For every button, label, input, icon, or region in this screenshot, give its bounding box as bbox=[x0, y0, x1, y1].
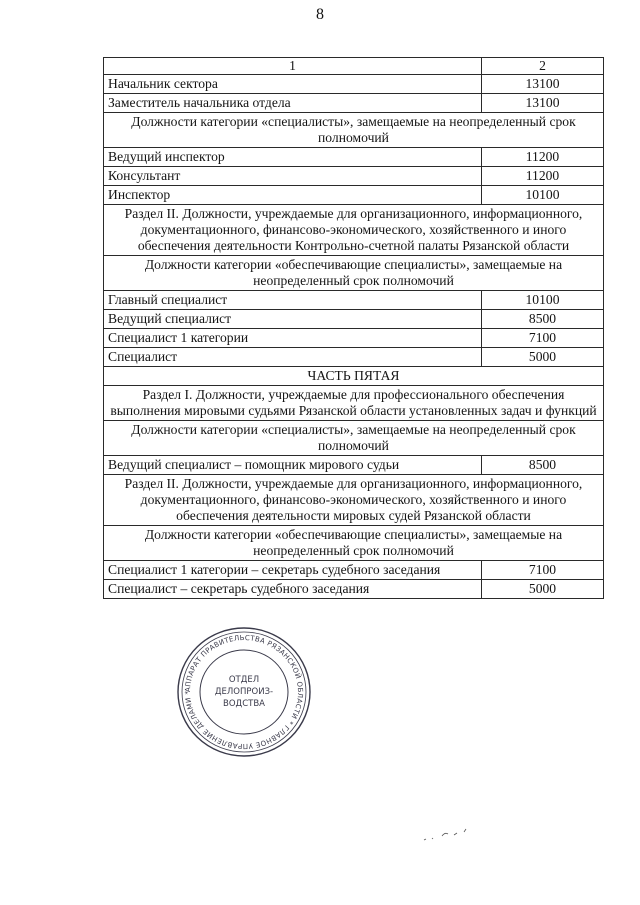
section-header: ЧАСТЬ ПЯТАЯ bbox=[104, 367, 604, 386]
svg-text:АППАРАТ ПРАВИТЕЛЬСТВА РЯЗАНСКО: АППАРАТ ПРАВИТЕЛЬСТВА РЯЗАНСКОЙ ОБЛАСТИ * ГЛАВНОЕ УПРАВЛЕНИЕ ДЕЛАМИ * bbox=[183, 633, 305, 751]
position-title: Специалист bbox=[104, 348, 482, 367]
position-row bbox=[104, 310, 604, 329]
section-header: Раздел II. Должности, учреждаемые для организационного, информационного, документационного, финансово-экономического, хозяйственного и иного обеспечения деятельности мировых судей Рязанской области bbox=[104, 475, 604, 526]
official-stamp bbox=[176, 626, 312, 758]
position-row bbox=[104, 456, 604, 475]
position-row bbox=[104, 291, 604, 310]
position-title: Специалист 1 категории – секретарь судебного заседания bbox=[104, 561, 482, 580]
section-header: Должности категории «специалисты», замещаемые на неопределенный срок полномочий bbox=[104, 421, 604, 456]
salary-value: 7100 bbox=[482, 329, 604, 348]
position-row bbox=[104, 148, 604, 167]
section-header-row bbox=[104, 475, 604, 526]
salary-value: 8500 bbox=[482, 310, 604, 329]
salary-value: 8500 bbox=[482, 456, 604, 475]
section-header: Должности категории «обеспечивающие специалисты», замещаемые на неопределенный срок полномочий bbox=[104, 256, 604, 291]
column-number: 2 bbox=[482, 58, 604, 75]
section-header: Раздел I. Должности, учреждаемые для профессионального обеспечения выполнения мировыми судьями Рязанской области установленных задач и функций bbox=[104, 386, 604, 421]
salary-value: 13100 bbox=[482, 94, 604, 113]
section-header-row bbox=[104, 421, 604, 456]
section-header-row bbox=[104, 386, 604, 421]
salary-value: 11200 bbox=[482, 148, 604, 167]
position-title: Специалист – секретарь судебного заседания bbox=[104, 580, 482, 599]
position-title: Ведущий инспектор bbox=[104, 148, 482, 167]
position-title: Инспектор bbox=[104, 186, 482, 205]
salary-value: 13100 bbox=[482, 75, 604, 94]
salary-value: 10100 bbox=[482, 291, 604, 310]
position-title: Специалист 1 категории bbox=[104, 329, 482, 348]
salary-table-body bbox=[104, 58, 604, 599]
position-title: Консультант bbox=[104, 167, 482, 186]
section-header-row bbox=[104, 367, 604, 386]
section-header-row bbox=[104, 256, 604, 291]
position-row bbox=[104, 348, 604, 367]
page-number: 8 bbox=[316, 6, 324, 23]
position-title: Начальник сектора bbox=[104, 75, 482, 94]
column-number-row bbox=[104, 58, 604, 75]
section-header: Раздел II. Должности, учреждаемые для организационного, информационного, документационного, финансово-экономического, хозяйственного и иного обеспечения деятельности Контрольно-счетной палаты Рязанской области bbox=[104, 205, 604, 256]
position-title: Главный специалист bbox=[104, 291, 482, 310]
position-title: Заместитель начальника отдела bbox=[104, 94, 482, 113]
position-row bbox=[104, 329, 604, 348]
salary-value: 10100 bbox=[482, 186, 604, 205]
position-title: Ведущий специалист bbox=[104, 310, 482, 329]
section-header: Должности категории «обеспечивающие специалисты», замещаемые на неопределенный срок полномочий bbox=[104, 526, 604, 561]
salary-value: 7100 bbox=[482, 561, 604, 580]
pen-marks bbox=[420, 826, 480, 846]
salary-value: 5000 bbox=[482, 580, 604, 599]
position-row bbox=[104, 561, 604, 580]
position-row bbox=[104, 580, 604, 599]
position-row bbox=[104, 167, 604, 186]
section-header-row bbox=[104, 113, 604, 148]
section-header-row bbox=[104, 526, 604, 561]
column-number: 1 bbox=[104, 58, 482, 75]
salary-value: 11200 bbox=[482, 167, 604, 186]
svg-text:ОТДЕЛДЕЛОПРОИЗ-ВОДСТВА: ОТДЕЛ ДЕЛОПРОИЗ-ВОДСТВА bbox=[214, 675, 274, 709]
section-header: Должности категории «специалисты», замещаемые на неопределенный срок полномочий bbox=[104, 113, 604, 148]
section-header-row bbox=[104, 205, 604, 256]
position-row bbox=[104, 186, 604, 205]
salary-table bbox=[103, 57, 604, 599]
position-row bbox=[104, 94, 604, 113]
salary-value: 5000 bbox=[482, 348, 604, 367]
position-title: Ведущий специалист – помощник мирового судьи bbox=[104, 456, 482, 475]
position-row bbox=[104, 75, 604, 94]
